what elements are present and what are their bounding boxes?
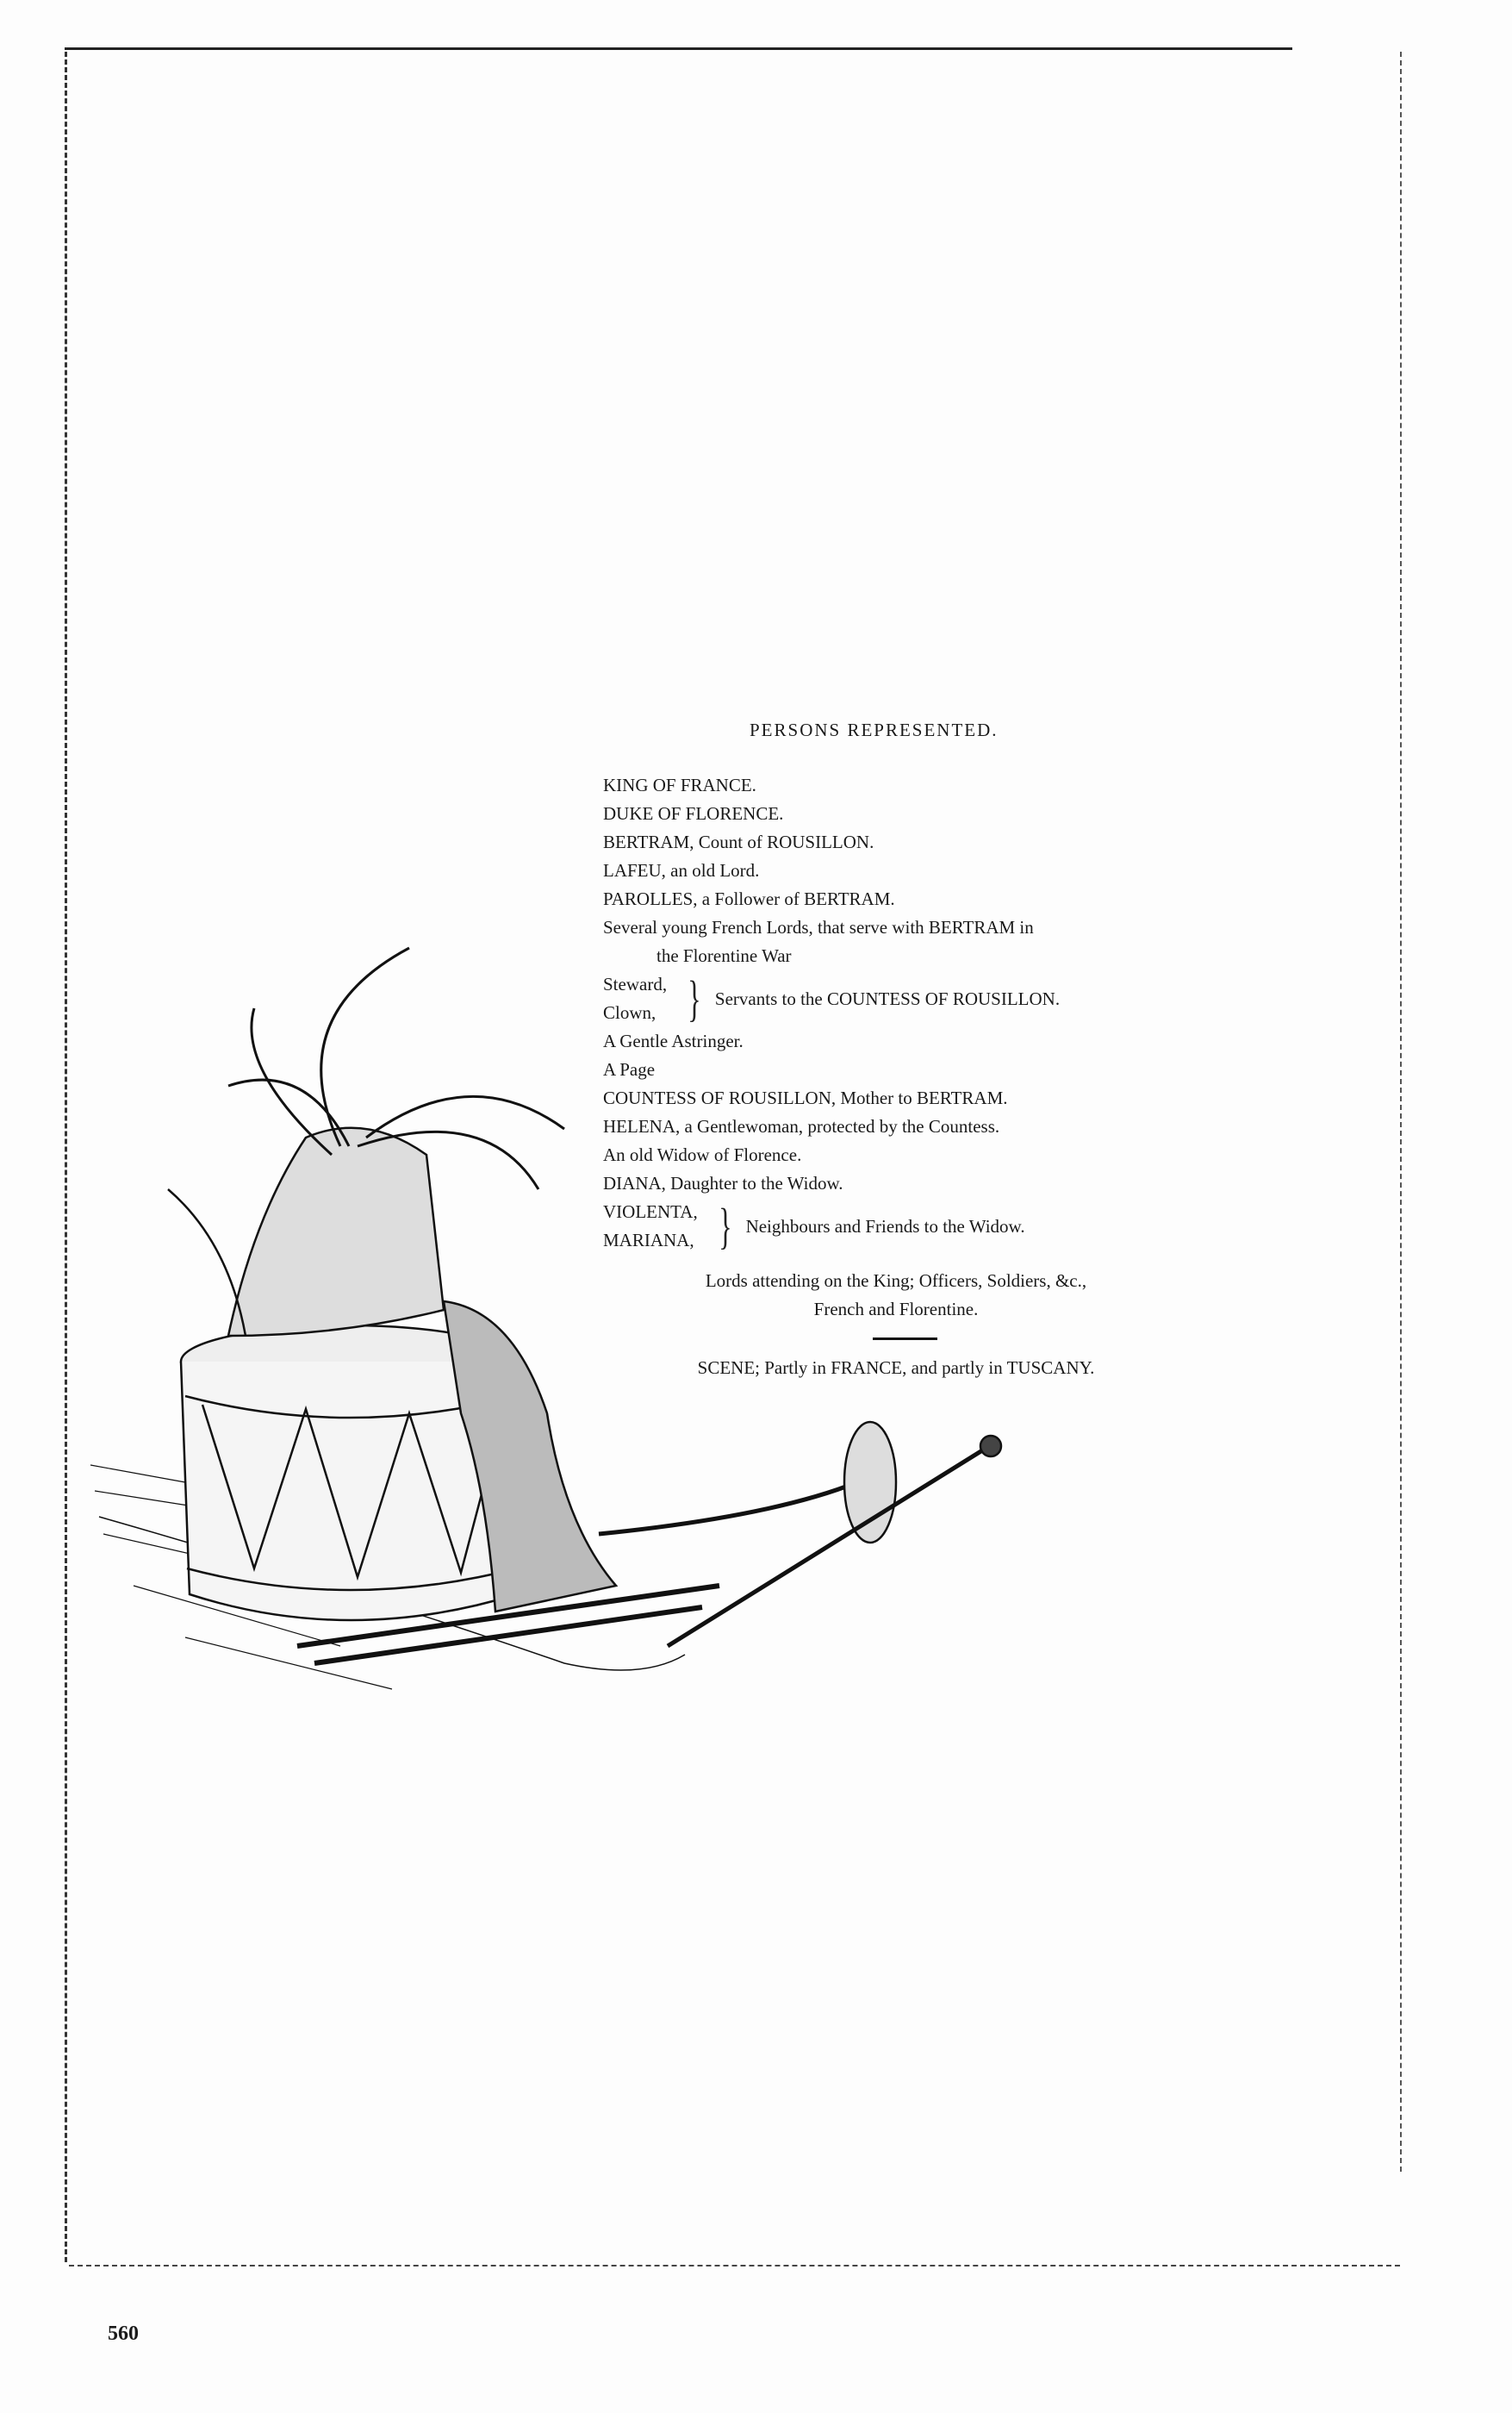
- brace-icon: }: [718, 1198, 732, 1254]
- person-line: KING OF FRANCE.: [603, 775, 756, 795]
- person-line: Several young French Lords, that serve with BERTRAM in: [603, 917, 1034, 938]
- page-border-right: [1400, 52, 1402, 2172]
- attendants-line: Lords attending on the King; Officers, Soldiers, &c.,: [705, 1270, 1087, 1291]
- attendants-line: French and Florentine.: [813, 1299, 979, 1319]
- person-line: HELENA, a Gentlewoman, protected by the Countess.: [603, 1116, 1000, 1137]
- group-member: Clown,: [603, 1002, 656, 1023]
- drum-plumed-hat-trumpet-sword-engraving-icon: [82, 931, 1012, 1749]
- group-member: Steward,: [603, 974, 668, 995]
- group-member: MARIANA,: [603, 1230, 694, 1250]
- person-line: LAFEU, an old Lord.: [603, 860, 760, 881]
- page-border-bottom: [69, 2265, 1400, 2266]
- person-line: A Gentle Astringer.: [603, 1031, 744, 1051]
- person-line: DUKE OF FLORENCE.: [603, 803, 784, 824]
- person-line: the Florentine War: [656, 945, 792, 966]
- page-border-top: [65, 47, 1292, 50]
- group-description: Servants to the COUNTESS OF ROUSILLON.: [714, 988, 1061, 1009]
- brace-icon: }: [688, 970, 701, 1026]
- group-description: Neighbours and Friends to the Widow.: [745, 1215, 1025, 1237]
- person-line: An old Widow of Florence.: [603, 1144, 802, 1165]
- person-line: PAROLLES, a Follower of BERTRAM.: [603, 889, 895, 909]
- person-line: BERTRAM, Count of ROUSILLON.: [603, 832, 874, 852]
- scene-line: SCENE; Partly in FRANCE, and partly in TUSCANY.: [697, 1357, 1095, 1378]
- person-line: A Page: [603, 1059, 656, 1080]
- person-line: COUNTESS OF ROUSILLON, Mother to BERTRAM.: [603, 1088, 1008, 1108]
- page-number: 560: [108, 2323, 139, 2345]
- page-border-left: [65, 52, 67, 2262]
- page-title: PERSONS REPRESENTED.: [750, 720, 999, 740]
- group-member: VIOLENTA,: [603, 1201, 698, 1222]
- person-line: DIANA, Daughter to the Widow.: [603, 1173, 843, 1194]
